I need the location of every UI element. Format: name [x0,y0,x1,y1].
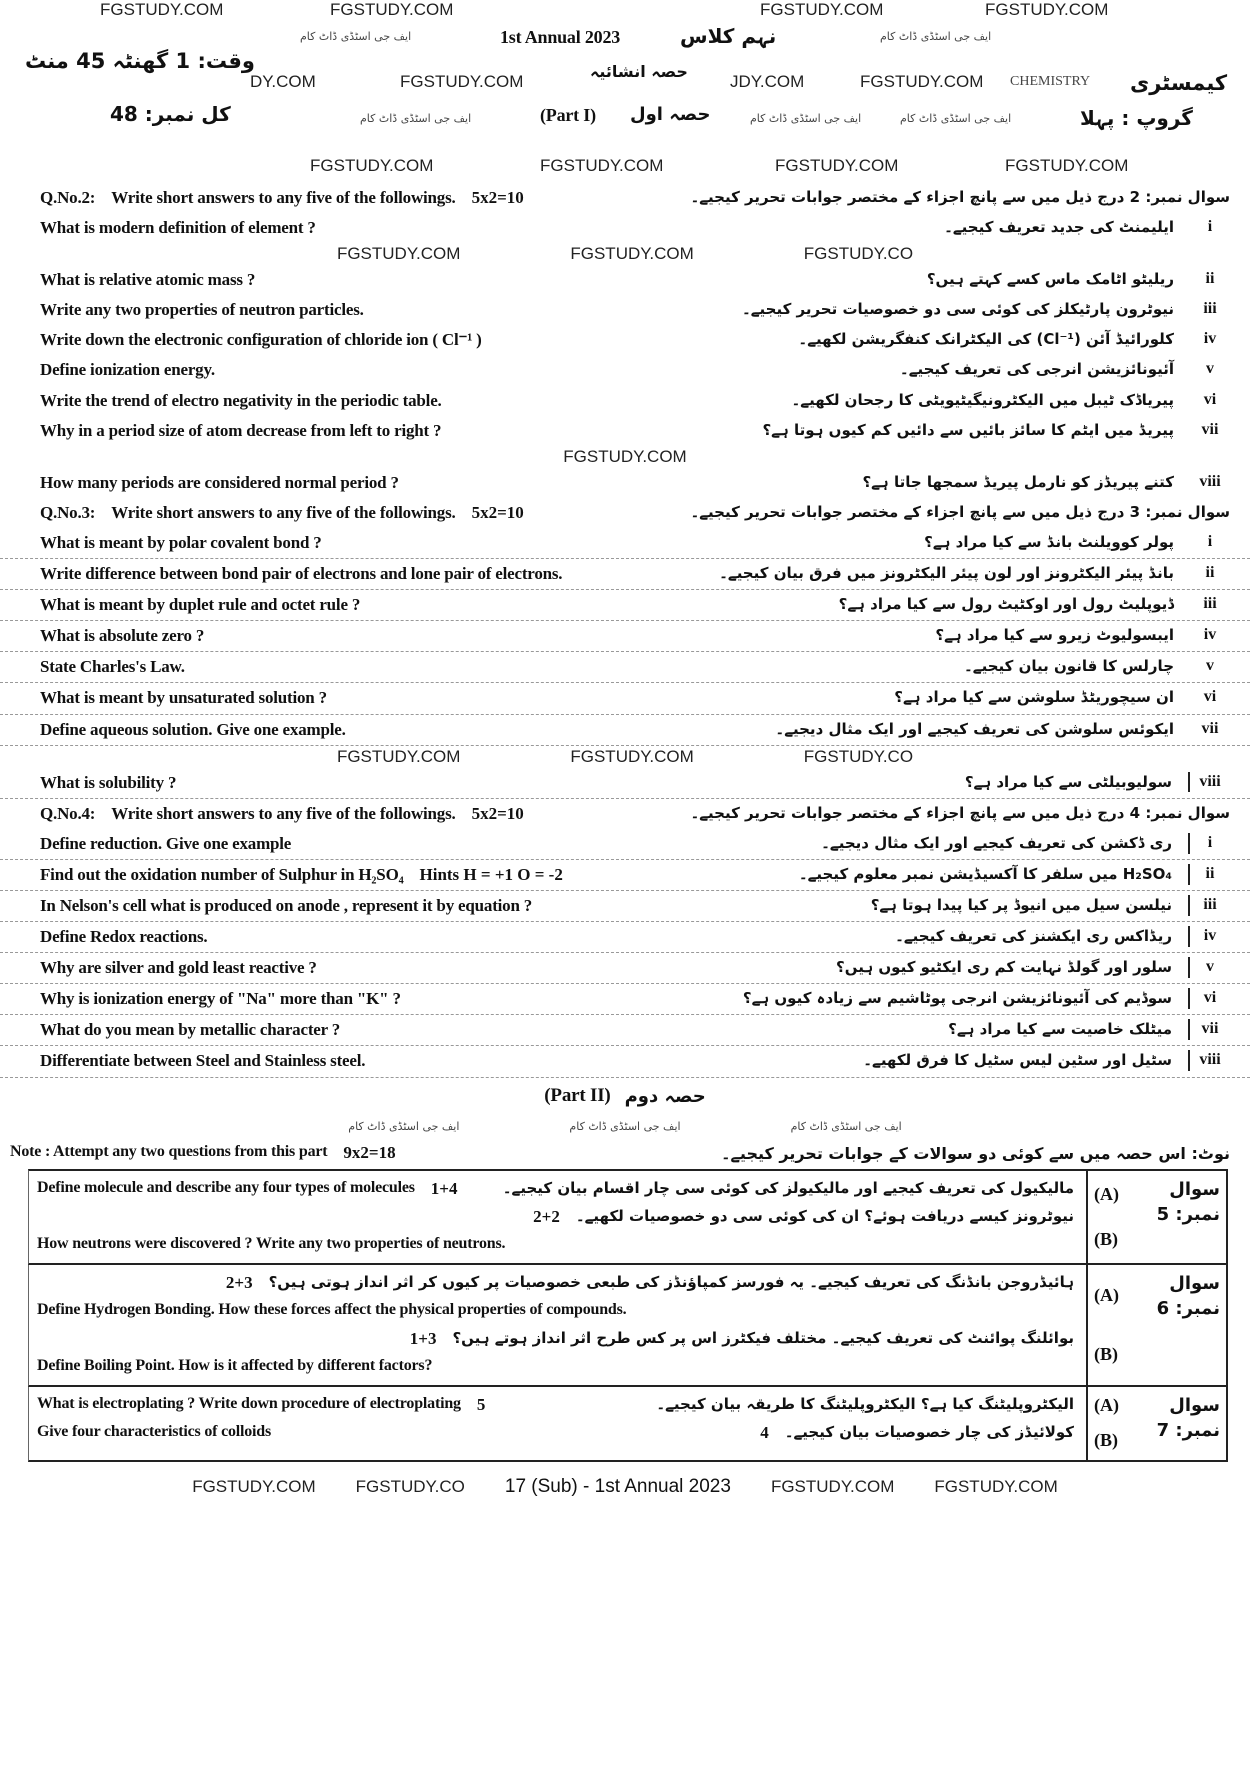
question-urdu: بانڈ پیئر الیکٹرونز اور لون پیئر الیکٹرونز میں فرق بیان کیجیے۔ [719,564,1174,583]
question-urdu: سوڈیم کی آئیونائزیشن انرجی پوٹاشیم سے زیادہ کیوں ہے؟ [742,989,1172,1008]
question-item [0,984,1250,1015]
watermark: JDY.COM [730,72,805,91]
question-number: i [1207,218,1213,236]
question-en: Define aqueous solution. Give one example. [40,719,346,739]
question-item [0,1015,1250,1046]
question-number: ii [1205,270,1215,288]
question-item [0,715,1250,746]
watermark-urdu: ایف جی اسٹڈی ڈاٹ کام [790,1120,902,1134]
q6-a-urdu-line [29,1269,1086,1297]
q2-header [0,183,1250,213]
q5-block [28,1169,1228,1265]
question-number: viii [1188,772,1230,793]
question-urdu: سولیوبیلٹی سے کیا مراد ہے؟ [964,772,1172,791]
q3-urdu-instruction: سوال نمبر: 3 درج ذیل میں سے پانچ اجزاء کے مختصر جوابات تحریر کیجیے۔ [690,502,1230,521]
question-urdu: کتنے پیریڈز کو نارمل پیریڈ سمجھا جاتا ہے؟ [862,472,1174,491]
question-number: viii [1188,1050,1230,1071]
q2-label: Q.No.2: [40,188,96,207]
question-number: i [1207,532,1213,550]
watermark-urdu: ایف جی اسٹڈی ڈاٹ کام [880,30,992,43]
watermark: FGSTUDY.COM [336,244,461,264]
question-item [0,621,1250,652]
q7-a-tag: (A) [1094,1395,1119,1416]
q7-b-line [29,1419,1086,1447]
question-number: vii [1201,719,1219,737]
question-en: Write difference between bond pair of electrons and lone pair of electrons. [40,564,563,584]
question-urdu: ایلیمنٹ کی جدید تعریف کیجیے۔ [944,218,1174,237]
question-number: iv [1203,626,1217,644]
question-urdu: ری ڈکشن کی تعریف کیجیے اور ایک مثال دیجیے۔ [821,833,1172,852]
watermark: FGSTUDY.COM [985,0,1109,19]
question-item [0,213,1250,243]
q5-a-marks: 1+4 [430,1178,458,1198]
q7-b-en: Give four characteristics of colloids [37,1423,272,1441]
question-number: v [1206,360,1214,378]
question-number: vi [1203,688,1217,706]
watermark: FGSTUDY.CO [803,244,914,264]
section-urdu: حصہ انشائیہ [590,62,688,81]
question-urdu: پیریڈ میں ایٹم کا سائز بائیں سے دائیں کم کیوں ہوتا ہے؟ [762,420,1174,439]
watermark-row [0,243,1250,265]
question-en: Why is ionization energy of "Na" more than "K" ? [40,989,401,1009]
part-2-urdu: حصہ دوم [624,1085,706,1107]
q4-urdu-instruction: سوال نمبر: 4 درج ذیل میں سے پانچ اجزاء کے مختصر جوابات تحریر کیجیے۔ [690,803,1230,822]
part-2-title [0,1078,1250,1116]
watermark: FGSTUDY.COM [540,156,664,175]
question-en: What do you mean by metallic character ? [40,1020,341,1040]
q6-block [28,1265,1228,1387]
q7-b-tag: (B) [1094,1430,1118,1451]
q5-a-urdu: مالیکیول کی تعریف کیجیے اور مالیکیولز کی کوئی سی چار اقسام بیان کیجیے۔ [502,1178,1074,1197]
question-number: ii [1205,564,1215,582]
question-number: iii [1188,895,1230,916]
q5-b-urdu: نیوٹرونز کیسے دریافت ہوئے؟ ان کی کوئی سی دو خصوصیات لکھیے۔ [575,1206,1074,1225]
q5-a-line [29,1175,1086,1203]
question-item [0,953,1250,984]
q6-a-en-line [29,1297,1086,1325]
q5-b-tag: (B) [1094,1228,1118,1249]
q6-b-marks: 1+3 [409,1329,437,1349]
question-number: iv [1203,330,1217,348]
question-number: iv [1188,926,1230,947]
watermark: FGSTUDY.COM [570,746,694,766]
subject-en: CHEMISTRY [1010,74,1091,89]
question-en: What is meant by duplet rule and octet rule ? [40,595,361,615]
q2-marks: 5x2=10 [471,188,524,207]
question-item [0,922,1250,953]
question-item [0,295,1250,325]
watermark-urdu: ایف جی اسٹڈی ڈاٹ کام [348,1120,460,1134]
watermark-urdu: ایف جی اسٹڈی ڈاٹ کام [300,30,412,43]
question-item [0,468,1250,498]
question-en: What is absolute zero ? [40,626,205,646]
question-en: Why are silver and gold least reactive ? [40,958,317,978]
watermark: FGSTUDY.COM [563,446,687,466]
part-2-en: (Part II) [544,1085,611,1107]
q6-b-en: Define Boiling Point. How is it affected by different factors? [37,1357,433,1375]
q5-b-urdu-line [29,1203,1086,1231]
question-en: Define Redox reactions. [40,927,208,947]
question-item [0,416,1250,446]
watermark: FGSTUDY.COM [934,1476,1058,1496]
q7-b-marks: 4 [760,1423,769,1443]
q6-b-urdu: بوائلنگ پوائنٹ کی تعریف کیجیے۔ مختلف فیکٹرز اس پر کس طرح اثر انداز ہوتے ہیں؟ [452,1329,1074,1348]
watermark: FGSTUDY.COM [770,1476,895,1496]
watermark: FGSTUDY.COM [192,1476,316,1496]
q5-label: سوال نمبر: 5 [1156,1178,1220,1225]
class-urdu: نہم کلاس [680,24,777,48]
question-en: What is solubility ? [40,772,177,792]
watermark-row [0,446,1250,468]
question-urdu: ایکوئس سلوشن کی تعریف کیجیے اور ایک مثال دیجیے۔ [775,719,1174,738]
paper-code: 17 (Sub) - 1st Annual 2023 [504,1475,731,1497]
question-item [0,1046,1250,1077]
q3-label: Q.No.3: [40,502,96,522]
q6-a-urdu: ہائیڈروجن بانڈنگ کی تعریف کیجیے۔ یہ فورسز کمپاؤنڈز کی طبعی خصوصیات پر کیوں کر اثر انداز ہوتی ہیں؟ [268,1273,1074,1291]
watermark: FGSTUDY.COM [760,0,884,19]
q6-b-urdu-line [29,1325,1086,1353]
part-1-en: (Part I) [540,105,596,125]
question-en: In Nelson's cell what is produced on anode , represent it by equation ? [40,895,533,915]
watermark: FGSTUDY.CO [355,1476,465,1496]
question-en: What is meant by unsaturated solution ? [40,688,327,708]
question-en: How many periods are considered normal period ? [40,472,399,492]
time-urdu: وقت: 1 گھنٹہ 45 منٹ [25,49,255,73]
watermark: FGSTUDY.COM [400,72,524,91]
part-2-marks: 9x2=18 [343,1142,396,1162]
question-en: What is modern definition of element ? [40,218,316,238]
question-urdu: ریڈاکس ری ایکشنز کی تعریف کیجیے۔ [895,927,1172,946]
question-en: What is relative atomic mass ? [40,270,256,290]
question-en: Define ionization energy. [40,360,215,380]
q7-block [28,1387,1228,1461]
watermark: FGSTUDY.COM [330,0,454,19]
question-en: Define reduction. Give one example [40,833,292,853]
question-item [0,891,1250,922]
question-urdu: کلورائیڈ آئن (Cl⁻¹) کی الیکٹرانک کنفگریشن لکھیے۔ [798,330,1174,349]
question-number: viii [1199,472,1221,490]
subject-urdu: کیمسٹری [1130,71,1228,95]
question-urdu: ایبسولیوٹ زیرو سے کیا مراد ہے؟ [935,626,1174,645]
question-urdu: سلور اور گولڈ نہایت کم ری ایکٹیو کیوں ہیں؟ [836,958,1172,977]
q4-header [0,799,1250,829]
q7-a-line [29,1391,1086,1419]
question-number: vii [1201,420,1219,438]
q7-a-urdu: الیکٹروپلیٹنگ کیا ہے؟ الیکٹروپلیٹنگ کا طریقہ بیان کیجیے۔ [656,1395,1074,1414]
q3-marks: 5x2=10 [471,502,524,522]
q7-b-urdu: کولائیڈز کی چار خصوصیات بیان کیجیے۔ [784,1423,1074,1442]
part-1-urdu: حصہ اول [630,104,711,125]
q6-a-tag: (A) [1094,1284,1119,1305]
q3-instruction: Write short answers to any five of the followings. [111,502,456,522]
question-en: Write down the electronic configuration of chloride ion ( Cl⁻¹ ) [40,330,482,350]
q5-b-en-line [29,1231,1086,1259]
question-urdu: چارلس کا قانون بیان کیجیے۔ [964,657,1174,676]
watermark-urdu: ایف جی اسٹڈی ڈاٹ کام [750,112,862,125]
question-item [0,683,1250,714]
part-2-note: Note : Attempt any two questions from this part [10,1142,328,1160]
question-number: vii [1188,1019,1230,1040]
question-en: What is meant by polar covalent bond ? [40,532,322,552]
group-urdu: گروپ : پہلا [1080,106,1193,130]
question-en: Write any two properties of neutron particles. [40,300,364,320]
question-urdu: آئیونائزیشن انرجی کی تعریف کیجیے۔ [899,360,1174,379]
q5-a-en: Define molecule and describe any four types of molecules [37,1178,415,1196]
q6-label: سوال نمبر: 6 [1156,1273,1220,1320]
watermark: FGSTUDY.COM [100,0,224,19]
question-urdu: ریلیٹو اٹامک ماس کسے کہتے ہیں؟ [926,270,1174,289]
watermark-urdu: ایف جی اسٹڈی ڈاٹ کام [900,112,1012,125]
q4-label: Q.No.4: [40,803,96,823]
question-number: iii [1203,300,1217,318]
watermark-urdu: ایف جی اسٹڈی ڈاٹ کام [360,112,472,125]
q5-b-marks: 2+2 [533,1206,560,1226]
q5-b-en: How neutrons were discovered ? Write any two properties of neutrons. [37,1235,506,1252]
q2-urdu-instruction: سوال نمبر: 2 درج ذیل میں سے پانچ اجزاء کے مختصر جوابات تحریر کیجیے۔ [690,188,1230,206]
watermark: FGSTUDY.COM [860,72,984,91]
question-item [0,829,1250,860]
q7-a-en: What is electroplating ? Write down procedure of electroplating [37,1395,461,1413]
footer [0,1462,1250,1504]
watermark: FGSTUDY.COM [1005,156,1129,175]
question-number: iii [1203,595,1217,613]
watermark: DY.COM [250,72,316,91]
question-en: Differentiate between Steel and Stainless steel. [40,1051,366,1071]
watermark-row [0,746,1250,768]
watermark: FGSTUDY.CO [803,746,914,766]
question-urdu: ان سیچوریٹڈ سلوشن سے کیا مراد ہے؟ [894,688,1174,707]
question-en: Why in a period size of atom decrease from left to right ? [40,420,442,440]
q3-header [0,498,1250,528]
q4-instruction: Write short answers to any five of the followings. [111,803,456,823]
q4-marks: 5x2=10 [471,803,524,823]
watermark: FGSTUDY.COM [570,244,694,264]
question-number: ii [1188,864,1230,885]
question-en: State Charles's Law. [40,657,185,677]
question-flow [0,183,1250,1504]
question-item [0,386,1250,416]
question-en: Find out the oxidation number of Sulphur in H₂SO₄ [40,864,404,884]
question-item [0,355,1250,385]
watermark: FGSTUDY.COM [336,746,461,766]
q7-a-marks: 5 [476,1395,486,1415]
watermark-row [0,1116,1250,1138]
q6-a-en: Define Hydrogen Bonding. How these forces affect the physical properties of compounds. [37,1301,627,1319]
question-item [0,325,1250,355]
question-urdu: H₂SO₄ میں سلفر کا آکسیڈیشن نمبر معلوم کیجیے۔ [798,864,1172,883]
q5-a-tag: (A) [1094,1183,1119,1204]
q6-a-marks: 2+3 [225,1273,253,1292]
question-number: v [1188,957,1230,978]
q2-instruction: Write short answers to any five of the followings. [111,188,456,207]
question-item [0,265,1250,295]
part-2-note-urdu: نوٹ: اس حصہ میں سے کوئی دو سوالات کے جوابات تحریر کیجیے۔ [721,1143,1230,1163]
question-number: v [1206,657,1214,675]
question-number: vi [1188,988,1230,1009]
watermark: FGSTUDY.COM [310,156,434,175]
watermark: FGSTUDY.COM [775,156,899,175]
question-item [0,768,1250,799]
question-urdu: پیریاڈک ٹیبل میں الیکٹرونیگیٹیویٹی کا رجحان لکھیے۔ [791,390,1174,409]
exam-session: 1st Annual 2023 [500,27,621,47]
question-urdu: نیلسن سیل میں انیوڈ پر کیا پیدا ہوتا ہے؟ [870,895,1172,914]
total-marks-urdu: کل نمبر: 48 [110,102,231,126]
question-item [0,652,1250,683]
q6-b-tag: (B) [1094,1344,1118,1365]
q7-label: سوال نمبر: 7 [1156,1395,1220,1442]
question-en: Write the trend of electro negativity in the periodic table. [40,390,442,410]
question-urdu: پولر کوویلنٹ بانڈ سے کیا مراد ہے؟ [924,532,1174,551]
question-number: vi [1203,390,1217,408]
part-2-note-row [0,1138,1250,1169]
question-urdu: ڈیوپلیٹ رول اور اوکٹیٹ رول سے کیا مراد ہے؟ [838,595,1174,614]
question-hint: Hints H = +1 O = -2 [419,864,563,884]
question-number: i [1188,833,1230,854]
question-item [0,860,1250,891]
question-urdu: میٹلک خاصیت سے کیا مراد ہے؟ [948,1020,1172,1039]
question-item [0,590,1250,621]
question-item [0,559,1250,590]
watermark-urdu: ایف جی اسٹڈی ڈاٹ کام [569,1120,681,1134]
q6-b-en-line [29,1353,1086,1381]
question-urdu: نیوٹرون پارٹیکلز کی کوئی سی دو خصوصیات تحریر کیجیے۔ [741,300,1174,319]
question-urdu: سٹیل اور سٹین لیس سٹیل کا فرق لکھیے۔ [863,1051,1172,1070]
question-item [0,528,1250,559]
